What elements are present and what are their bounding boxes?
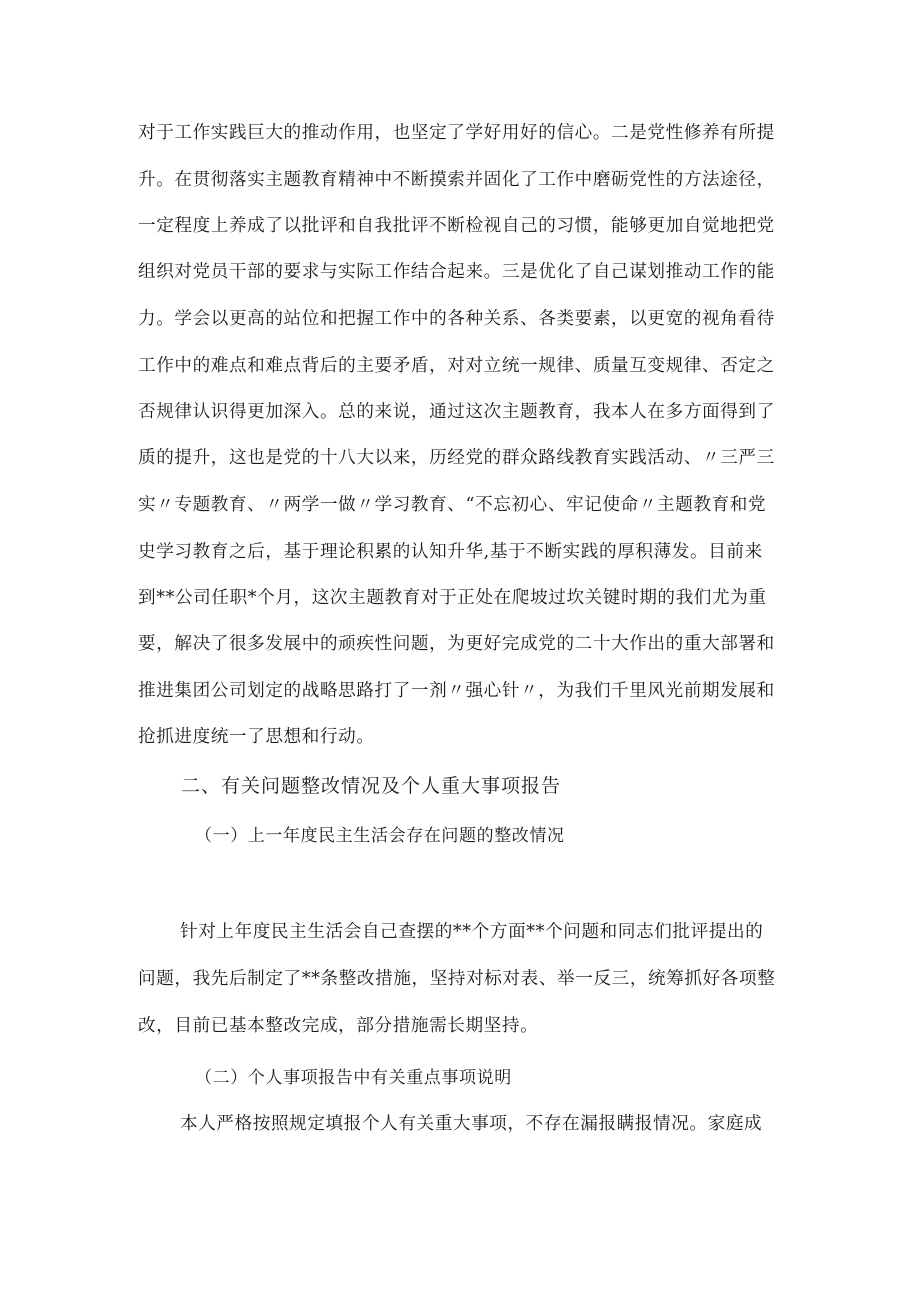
paragraph-line: 推进集团公司划定的战略思路打了一剂〃强心针〃，为我们千里风光前期发展和	[138, 681, 775, 701]
paragraph-line: 实〃专题教育、〃两学一做〃学习教育、“不忘初心、牢记使命〃主题教育和党	[138, 495, 767, 515]
paragraph-line: 本人严格按照规定填报个人有关重大事项，不存在漏报瞒报情况。家庭成	[180, 1114, 763, 1134]
paragraph-line: 改，目前已基本整改完成，部分措施需长期坚持。	[138, 1016, 539, 1036]
section-heading: 二、有关问题整改情况及个人重大事项报告	[181, 775, 562, 797]
paragraph-line: 力。学会以更高的站位和把握工作中的各种关系、各类要素，以更宽的视角看待	[138, 309, 775, 329]
paragraph-line: 质的提升，这也是党的十八大以来，历经党的群众路线教育实践活动、〃三严三	[138, 448, 775, 468]
paragraph-line: 组织对党员干部的要求与实际工作结合起来。三是优化了自己谋划推动工作的能	[138, 262, 775, 282]
paragraph-line: 针对上年度民主生活会自己查摆的**个方面**个问题和同志们批评提出的	[180, 922, 764, 942]
subsection-heading: （二）个人事项报告中有关重点事项说明	[195, 1068, 512, 1088]
paragraph-line: 史学习教育之后，基于理论积累的认知升华,基于不断实践的厚积薄发。目前来	[138, 542, 763, 562]
paragraph-line: 一定程度上养成了以批评和自我批评不断检视自己的习惯，能够更加自觉地把党	[138, 216, 775, 236]
paragraph-line: 否规律认识得更加深入。总的来说，通过这次主题教育，我本人在多方面得到了	[138, 402, 775, 422]
paragraph-line: 对于工作实践巨大的推动作用，也坚定了学好用好的信心。二是党性修养有所提	[138, 123, 775, 143]
subsection-heading: （一）上一年度民主生活会存在问题的整改情况	[195, 826, 565, 846]
paragraph-line: 升。在贯彻落实主题教育精神中不断摸索并固化了工作中磨砺党性的方法途径，	[138, 170, 775, 190]
paragraph-line: 抢抓进度统一了思想和行动。	[138, 727, 375, 747]
paragraph-line: 到**公司任职*个月，这次主题教育对于正处在爬坡过坎关键时期的我们尤为重	[138, 588, 767, 608]
paragraph-line: 工作中的难点和难点背后的主要矛盾，对对立统一规律、质量互变规律、否定之	[138, 356, 775, 376]
paragraph-line: 问题，我先后制定了**条整改措施，坚持对标对表、举一反三，统筹抓好各项整	[138, 969, 776, 989]
paragraph-line: 要，解决了很多发展中的顽疾性问题，为更好完成党的二十大作出的重大部署和	[138, 634, 775, 654]
